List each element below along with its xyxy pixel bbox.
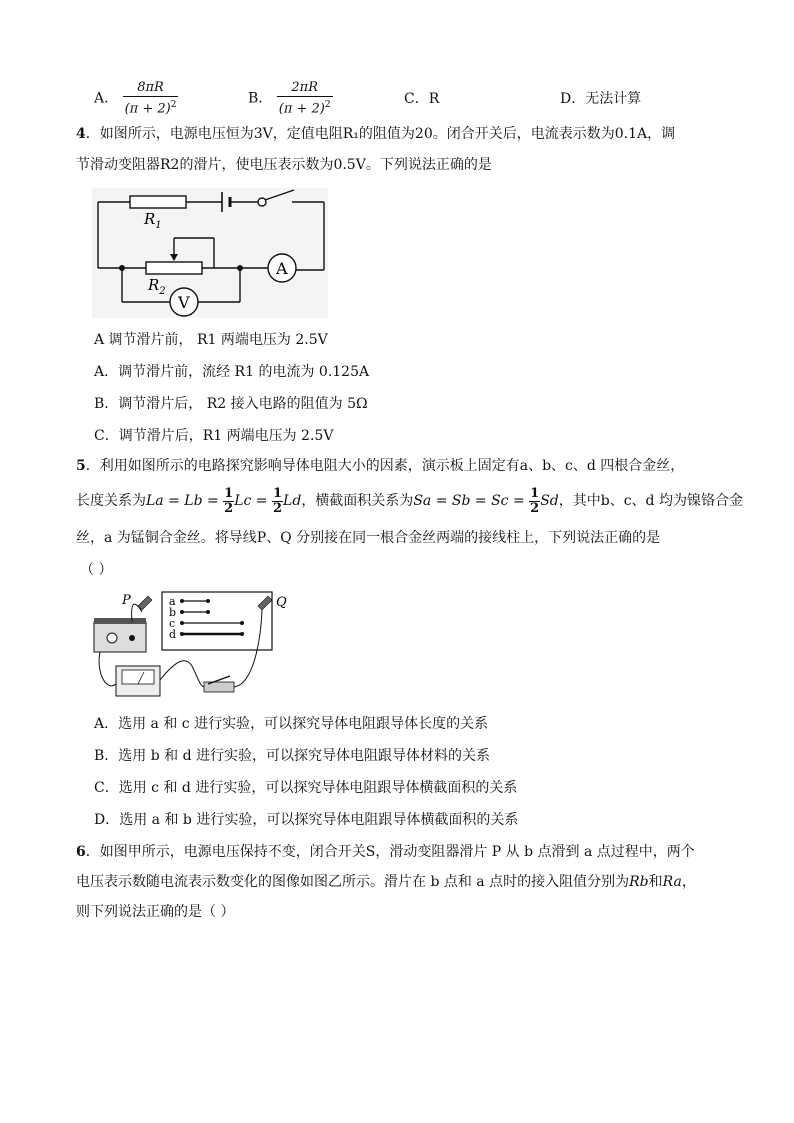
fraction [277,80,333,117]
resistor-r2 [146,262,202,274]
question-number: 4 [76,126,86,142]
math-rb: Rb [629,874,649,890]
option-label: B． [248,90,273,107]
fraction [123,80,179,117]
junction-dot [119,265,125,271]
q4-option-1: A 调节滑片前， R1 两端电压为 2.5V [94,332,328,348]
question-number: 5 [76,458,86,474]
stem-text: 长度关系为 [76,493,146,509]
math-expression: Ld [283,493,302,509]
ammeter-label: A [276,259,288,278]
resistor-r1 [130,196,186,208]
q4-option-2: A．调节滑片前，流经 R1 的电流为 0.125A [94,364,370,380]
q4-stem-line-2: 节滑动变阻器R2的滑片，使电压表示数为0.5V。下列说法正确的是 [76,157,492,173]
q4-stem-line-1 [76,124,675,144]
power-terminal [129,635,135,641]
q3-option-a [94,80,178,117]
q5-option-b: B．选用 b 和 d 进行实验，可以探究导体电阻跟导体材料的关系 [94,748,491,764]
fraction-numerator: 2πR [277,80,333,97]
q3-option-d: D．无法计算 [560,91,642,107]
power-supply [94,622,146,652]
stem-text: ， [681,874,696,890]
voltmeter-label: V [178,293,190,312]
q5-experiment-figure [86,588,300,710]
q4-circuit-diagram [92,188,328,318]
q4-option-3: B．调节滑片后， R2 接入电路的阻值为 5Ω [94,396,368,412]
junction-dot [237,265,243,271]
fraction-half [529,487,540,516]
fraction-half [223,487,234,516]
meter-dial [122,670,154,684]
clip-p [138,596,152,610]
r1-label: $R_1$ [144,210,162,231]
q5-stem-line-2 [76,484,743,518]
fraction-numerator: 1 [530,485,540,501]
power-supply-top [94,618,146,624]
option-label: A． [94,90,119,107]
fraction-denominator: 2 [530,500,540,516]
p-label: P [122,593,131,608]
q5-option-d: D．选用 a 和 b 进行实验，可以探究导体电阻跟导体横截面积的关系 [94,812,519,828]
question-number: 6 [76,844,86,860]
r2-label: $R_2$ [148,276,166,297]
stem-text: 和 [648,874,663,890]
q3-option-b [248,80,333,117]
fraction-numerator: 8πR [123,80,179,97]
power-knob [107,633,117,643]
exponent: 2 [170,100,177,110]
exponent: 2 [324,100,331,110]
stem-text: ，横截面积关系为 [301,493,414,509]
stem-text: 电压表示数随电流表示数变化的图像如图乙所示。滑片在 b 点和 a 点时的接入阻值分别为 [76,874,630,890]
figure-background [92,188,328,318]
q5-option-a: A．选用 a 和 c 进行实验，可以探究导体电阻跟导体长度的关系 [94,716,489,732]
stem-text: ．利用如图所示的电路探究影响导体电阻大小的因素，演示板上固定有a、b、c、d 四根合金丝， [85,458,685,474]
q5-stem-line-3: 丝，a 为锰铜合金丝。将导线P、Q 分别接在同一根合金丝两端的接线柱上，下列说法正确的是 [76,530,661,546]
fraction-denominator: (π + 2) [278,101,325,117]
fraction-half [272,487,283,516]
stem-text: ．如图甲所示，电源电压保持不变，闭合开关S，滑动变阻器滑片 P 从 b 点滑到 a 点过程中，两个 [85,844,695,860]
math-expression: Sa = Sb = Sc = [413,493,525,509]
fraction-numerator: 1 [273,485,283,501]
math-expression: Lc = [234,493,268,509]
q6-stem-line-1 [76,842,695,862]
wire-a-label: a [169,595,176,608]
q5-option-c: C．选用 c 和 d 进行实验，可以探究导体电阻跟导体横截面积的关系 [94,780,518,796]
math-expression: Sd [540,493,559,509]
math-expression: La = Lb = [146,493,219,509]
q-label: Q [276,595,287,610]
q4-option-4: C．调节滑片后，R1 两端电压为 2.5V [94,428,334,444]
q6-stem-line-2 [76,872,696,892]
fraction-denominator: 2 [273,500,283,516]
fraction-denominator: 2 [224,500,234,516]
q5-stem-line-1 [76,456,684,476]
fraction-numerator: 1 [224,485,234,501]
wire-c-label: c [169,617,176,630]
fraction-denominator: (π + 2) [124,101,171,117]
q6-stem-line-3: 则下列说法正确的是（ ） [76,904,235,920]
stem-text: ，其中b、c、d 均为镍铬合金 [558,493,743,509]
demo-board [162,592,272,650]
wire-b-label: b [169,606,177,619]
switch-contact [258,198,266,206]
q5-answer-paren: （ ） [80,562,113,578]
stem-text: ．如图所示，电源电压恒为3V，定值电阻R₁的阻值为20。闭合开关后，电流表示数为0.1A，调 [85,126,676,142]
wire-d-label: d [169,628,177,641]
math-ra: Ra [662,874,682,890]
q3-option-c: C．R [404,91,440,107]
